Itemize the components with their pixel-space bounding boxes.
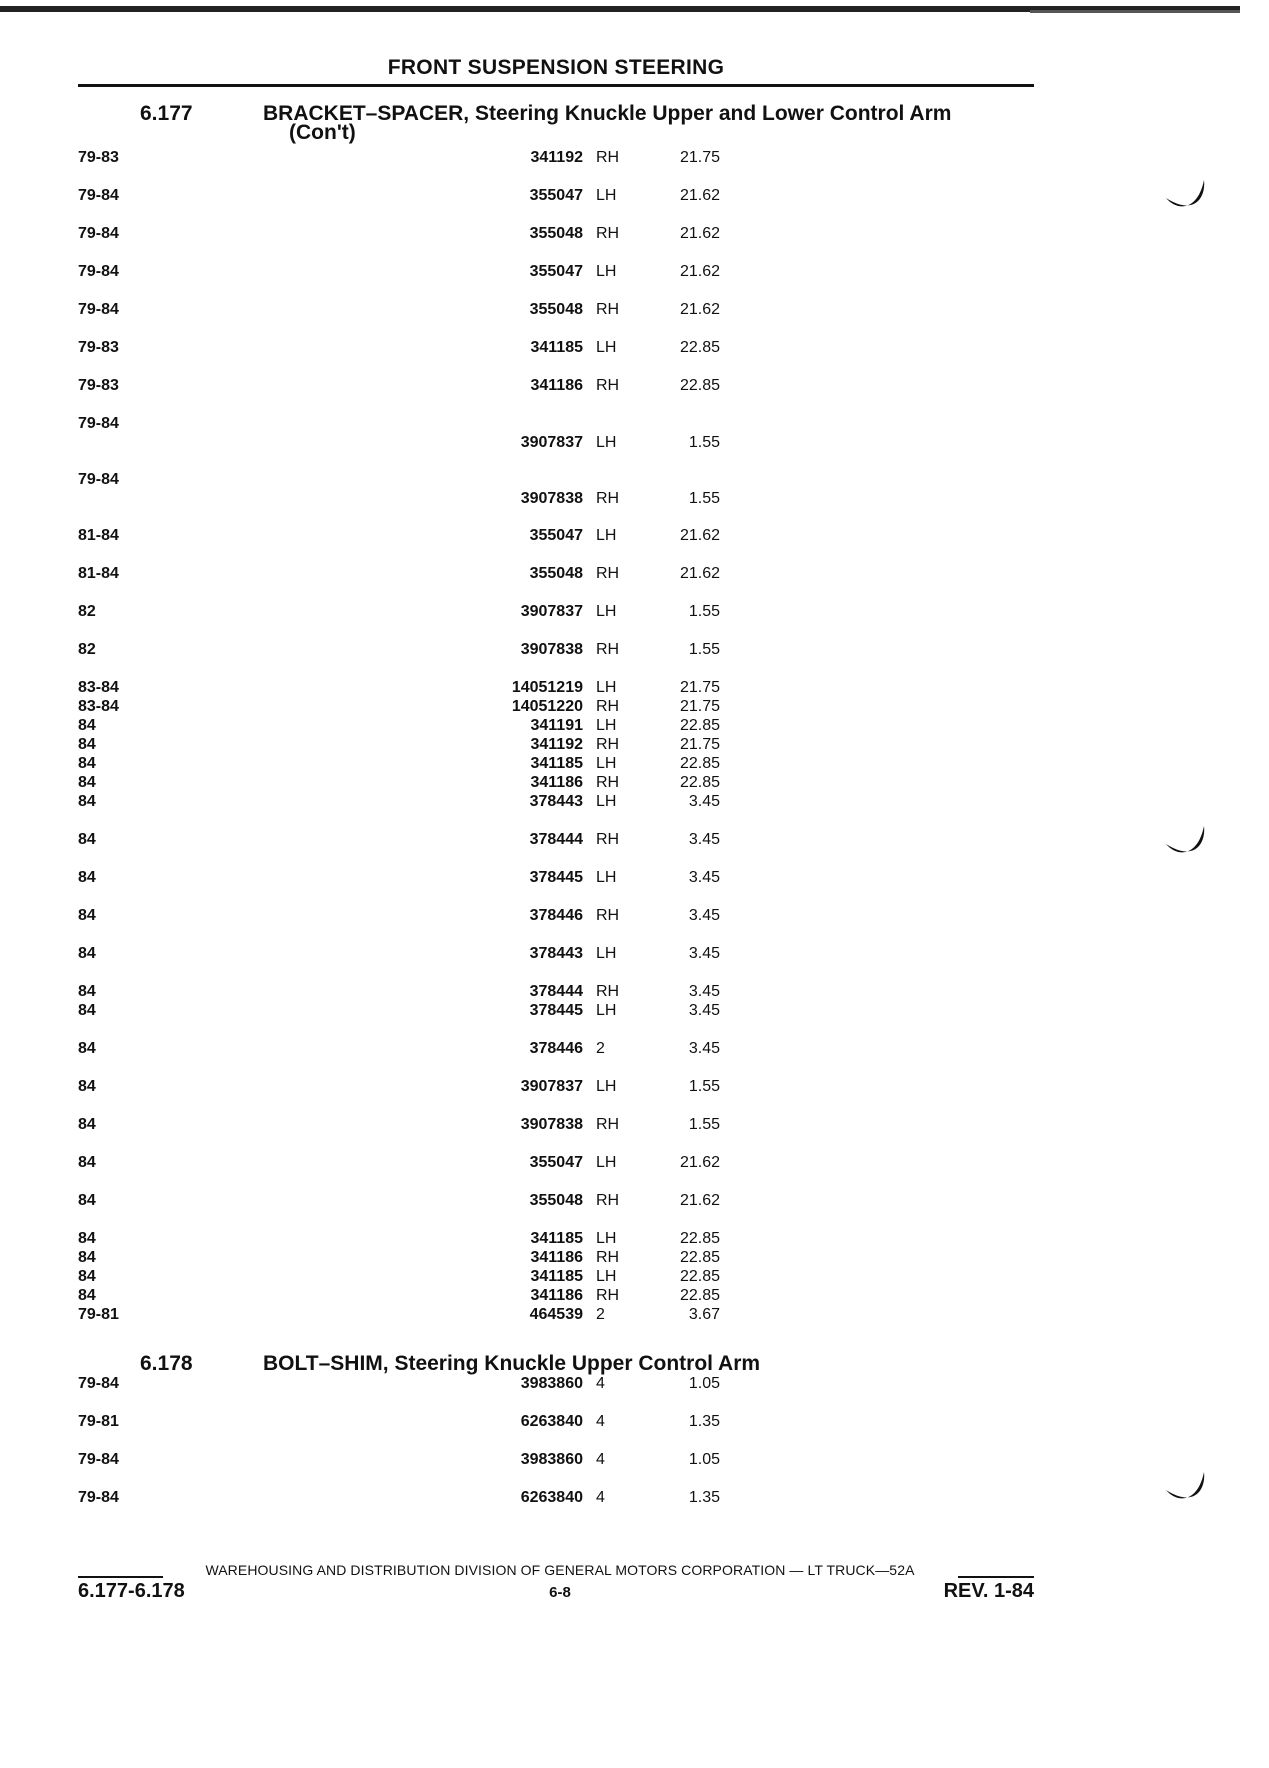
price-cell: 1.55 <box>688 1078 720 1095</box>
part-number-cell: 6263840 <box>520 1489 583 1506</box>
qty-cell: 2 <box>596 1306 605 1323</box>
table-row <box>78 186 1038 226</box>
table-row <box>78 868 1038 908</box>
table-row <box>78 376 1038 416</box>
table-row <box>78 224 1038 264</box>
table-row <box>78 564 1038 604</box>
qty-cell: RH <box>596 641 620 658</box>
part-number-cell: 378444 <box>529 831 583 848</box>
part-number-cell: 355048 <box>529 565 583 582</box>
section-title: BRACKET–SPACER, Steering Knuckle Upper and Lower Control Arm <box>263 102 952 125</box>
part-number-cell: 355048 <box>529 225 583 242</box>
price-cell: 21.62 <box>679 565 720 582</box>
table-row <box>78 148 1038 188</box>
part-number-cell: 6263840 <box>520 1413 583 1430</box>
price-cell: 3.45 <box>688 907 720 924</box>
part-number-cell: 3983860 <box>520 1375 583 1392</box>
part-number-cell: 14051220 <box>511 698 583 715</box>
qty-cell: LH <box>596 679 617 696</box>
year-cell: 79-84 <box>78 1375 119 1392</box>
table-row <box>78 262 1038 302</box>
footer-division-line: WAREHOUSING AND DISTRIBUTION DIVISION OF GENERAL MOTORS CORPORATION — LT TRUCK—52A <box>205 1562 915 1578</box>
price-cell: 22.85 <box>679 755 720 772</box>
table-row <box>78 414 1038 454</box>
table-row <box>78 1488 1038 1528</box>
year-cell: 82 <box>78 603 96 620</box>
qty-cell: 4 <box>596 1489 605 1506</box>
table-row <box>78 1001 1038 1041</box>
qty-cell: LH <box>596 527 617 544</box>
year-cell: 84 <box>78 774 96 791</box>
qty-cell: LH <box>596 1078 617 1095</box>
qty-cell: RH <box>596 149 620 166</box>
qty-cell: 4 <box>596 1451 605 1468</box>
qty-cell: RH <box>596 301 620 318</box>
year-cell: 79-83 <box>78 339 119 356</box>
price-cell: 22.85 <box>679 1287 720 1304</box>
top-edge-rule-tail <box>1030 10 1240 13</box>
price-cell: 1.55 <box>688 603 720 620</box>
qty-cell: LH <box>596 1230 617 1247</box>
part-number-cell: 341185 <box>530 339 583 356</box>
year-cell: 83-84 <box>78 679 119 696</box>
year-cell: 81-84 <box>78 565 119 582</box>
qty-cell: LH <box>596 717 617 734</box>
table-row <box>78 944 1038 984</box>
part-number-cell: 355047 <box>529 187 583 204</box>
year-cell: 84 <box>78 1154 96 1171</box>
section-title: BOLT–SHIM, Steering Knuckle Upper Control Arm <box>263 1352 761 1375</box>
qty-cell: RH <box>596 1287 620 1304</box>
part-number-cell: 341185 <box>530 1268 583 1285</box>
year-cell: 84 <box>78 1249 96 1266</box>
part-number-cell: 14051219 <box>511 679 583 696</box>
qty-cell: LH <box>596 945 617 962</box>
price-cell: 3.45 <box>688 983 720 1000</box>
year-cell: 84 <box>78 869 96 886</box>
price-cell: 22.85 <box>679 717 720 734</box>
price-cell: 22.85 <box>679 1249 720 1266</box>
price-cell: 21.75 <box>679 149 720 166</box>
qty-cell: 4 <box>596 1375 605 1392</box>
qty-cell: RH <box>596 377 620 394</box>
table-row <box>78 300 1038 340</box>
price-cell: 21.75 <box>679 736 720 753</box>
qty-cell: 2 <box>596 1040 605 1057</box>
part-number-cell: 341192 <box>530 149 583 166</box>
price-cell: 1.35 <box>688 1413 720 1430</box>
part-number-cell: 355047 <box>529 263 583 280</box>
qty-cell: RH <box>596 831 620 848</box>
part-number-cell: 3983860 <box>520 1451 583 1468</box>
qty-cell: RH <box>596 983 620 1000</box>
qty-cell: LH <box>596 1154 617 1171</box>
part-number-cell: 3907838 <box>520 490 583 507</box>
part-number-cell: 378443 <box>529 793 583 810</box>
part-number-cell: 3907837 <box>520 434 583 451</box>
qty-cell: LH <box>596 1002 617 1019</box>
footer-revision: REV. 1-84 <box>943 1580 1034 1602</box>
part-number-cell: 355048 <box>529 301 583 318</box>
qty-cell: RH <box>596 774 620 791</box>
table-row <box>78 640 1038 680</box>
year-cell: 84 <box>78 983 96 1000</box>
table-row <box>78 470 1038 510</box>
qty-cell: LH <box>596 263 617 280</box>
year-cell: 81-84 <box>78 527 119 544</box>
qty-cell: RH <box>596 1249 620 1266</box>
price-cell: 22.85 <box>679 774 720 791</box>
section-number: 6.177 <box>140 102 193 125</box>
price-cell: 22.85 <box>679 1268 720 1285</box>
part-number-cell: 341186 <box>530 1249 583 1266</box>
part-number-cell: 3907838 <box>520 1116 583 1133</box>
table-row <box>78 830 1038 870</box>
year-cell: 84 <box>78 1116 96 1133</box>
year-cell: 84 <box>78 1192 96 1209</box>
table-row <box>78 1450 1038 1490</box>
price-cell: 1.55 <box>688 490 720 507</box>
price-cell: 3.45 <box>688 831 720 848</box>
qty-cell: RH <box>596 490 620 507</box>
price-cell: 1.55 <box>688 1116 720 1133</box>
table-row <box>78 338 1038 378</box>
year-cell: 79-84 <box>78 415 119 432</box>
year-cell: 79-84 <box>78 187 119 204</box>
year-cell: 79-84 <box>78 1489 119 1506</box>
part-number-cell: 464539 <box>529 1306 583 1323</box>
table-row <box>78 906 1038 946</box>
part-number-cell: 341186 <box>530 1287 583 1304</box>
year-cell: 79-81 <box>78 1413 119 1430</box>
qty-cell: RH <box>596 907 620 924</box>
year-cell: 79-81 <box>78 1306 119 1323</box>
year-cell: 79-84 <box>78 471 119 488</box>
qty-cell: RH <box>596 565 620 582</box>
year-cell: 79-84 <box>78 1451 119 1468</box>
table-row <box>78 1191 1038 1231</box>
price-cell: 21.62 <box>679 1154 720 1171</box>
title-underline <box>78 84 1034 87</box>
part-number-cell: 355047 <box>529 1154 583 1171</box>
year-cell: 84 <box>78 1287 96 1304</box>
table-row <box>78 1374 1038 1414</box>
price-cell: 3.45 <box>688 945 720 962</box>
table-row <box>78 792 1038 832</box>
part-number-cell: 3907838 <box>520 641 583 658</box>
qty-cell: LH <box>596 793 617 810</box>
price-cell: 21.62 <box>679 301 720 318</box>
part-number-cell: 355048 <box>529 1192 583 1209</box>
table-row <box>78 1412 1038 1452</box>
qty-cell: LH <box>596 339 617 356</box>
year-cell: 84 <box>78 1230 96 1247</box>
qty-cell: LH <box>596 434 617 451</box>
year-cell: 79-84 <box>78 263 119 280</box>
part-number-cell: 378446 <box>529 1040 583 1057</box>
year-cell: 79-84 <box>78 301 119 318</box>
part-number-cell: 341186 <box>530 774 583 791</box>
year-cell: 84 <box>78 793 96 810</box>
price-cell: 1.55 <box>688 641 720 658</box>
part-number-cell: 355047 <box>529 527 583 544</box>
table-row <box>78 526 1038 566</box>
price-cell: 21.62 <box>679 187 720 204</box>
table-row <box>78 1077 1038 1117</box>
part-number-cell: 341191 <box>530 717 583 734</box>
footer-page-number: 6-8 <box>549 1584 571 1601</box>
year-cell: 79-83 <box>78 149 119 166</box>
part-number-cell: 341186 <box>530 377 583 394</box>
table-row <box>78 1153 1038 1193</box>
qty-cell: RH <box>596 736 620 753</box>
year-cell: 84 <box>78 717 96 734</box>
price-cell: 1.35 <box>688 1489 720 1506</box>
price-cell: 3.45 <box>688 1002 720 1019</box>
part-number-cell: 341192 <box>530 736 583 753</box>
qty-cell: LH <box>596 1268 617 1285</box>
qty-cell: LH <box>596 869 617 886</box>
binder-hole-mark <box>1164 1468 1208 1508</box>
price-cell: 1.55 <box>688 434 720 451</box>
table-row <box>78 1115 1038 1155</box>
part-number-cell: 378445 <box>529 869 583 886</box>
binder-hole-mark <box>1164 176 1208 216</box>
price-cell: 22.85 <box>679 1230 720 1247</box>
year-cell: 79-84 <box>78 225 119 242</box>
section-subtitle: (Con't) <box>289 121 356 144</box>
part-number-cell: 378446 <box>529 907 583 924</box>
part-number-cell: 378444 <box>529 983 583 1000</box>
part-number-cell: 378445 <box>529 1002 583 1019</box>
part-number-cell: 3907837 <box>520 603 583 620</box>
price-cell: 21.62 <box>679 225 720 242</box>
year-cell: 84 <box>78 945 96 962</box>
part-number-cell: 3907837 <box>520 1078 583 1095</box>
qty-cell: RH <box>596 1116 620 1133</box>
price-cell: 21.75 <box>679 698 720 715</box>
table-row <box>78 602 1038 642</box>
year-cell: 84 <box>78 755 96 772</box>
qty-cell: 4 <box>596 1413 605 1430</box>
price-cell: 21.62 <box>679 1192 720 1209</box>
year-cell: 84 <box>78 736 96 753</box>
qty-cell: LH <box>596 755 617 772</box>
qty-cell: RH <box>596 225 620 242</box>
footer-section-range: 6.177-6.178 <box>78 1580 185 1602</box>
part-number-cell: 341185 <box>530 1230 583 1247</box>
qty-cell: LH <box>596 187 617 204</box>
part-number-cell: 378443 <box>529 945 583 962</box>
year-cell: 84 <box>78 1078 96 1095</box>
section-number: 6.178 <box>140 1352 193 1375</box>
price-cell: 1.05 <box>688 1375 720 1392</box>
price-cell: 21.62 <box>679 527 720 544</box>
year-cell: 84 <box>78 907 96 924</box>
year-cell: 84 <box>78 1040 96 1057</box>
footer-rule-right <box>958 1576 1034 1578</box>
year-cell: 82 <box>78 641 96 658</box>
year-cell: 79-83 <box>78 377 119 394</box>
qty-cell: RH <box>596 698 620 715</box>
price-cell: 21.62 <box>679 263 720 280</box>
price-cell: 1.05 <box>688 1451 720 1468</box>
footer-rule-left <box>78 1576 163 1578</box>
price-cell: 22.85 <box>679 339 720 356</box>
table-row <box>78 1305 1038 1345</box>
qty-cell: RH <box>596 1192 620 1209</box>
price-cell: 21.75 <box>679 679 720 696</box>
year-cell: 84 <box>78 1268 96 1285</box>
price-cell: 3.45 <box>688 1040 720 1057</box>
page-title: FRONT SUSPENSION STEERING <box>387 56 725 79</box>
part-number-cell: 341185 <box>530 755 583 772</box>
price-cell: 3.67 <box>688 1306 720 1323</box>
price-cell: 3.45 <box>688 793 720 810</box>
price-cell: 3.45 <box>688 869 720 886</box>
table-row <box>78 1039 1038 1079</box>
qty-cell: LH <box>596 603 617 620</box>
year-cell: 84 <box>78 1002 96 1019</box>
binder-hole-mark <box>1164 822 1208 862</box>
price-cell: 22.85 <box>679 377 720 394</box>
year-cell: 83-84 <box>78 698 119 715</box>
year-cell: 84 <box>78 831 96 848</box>
